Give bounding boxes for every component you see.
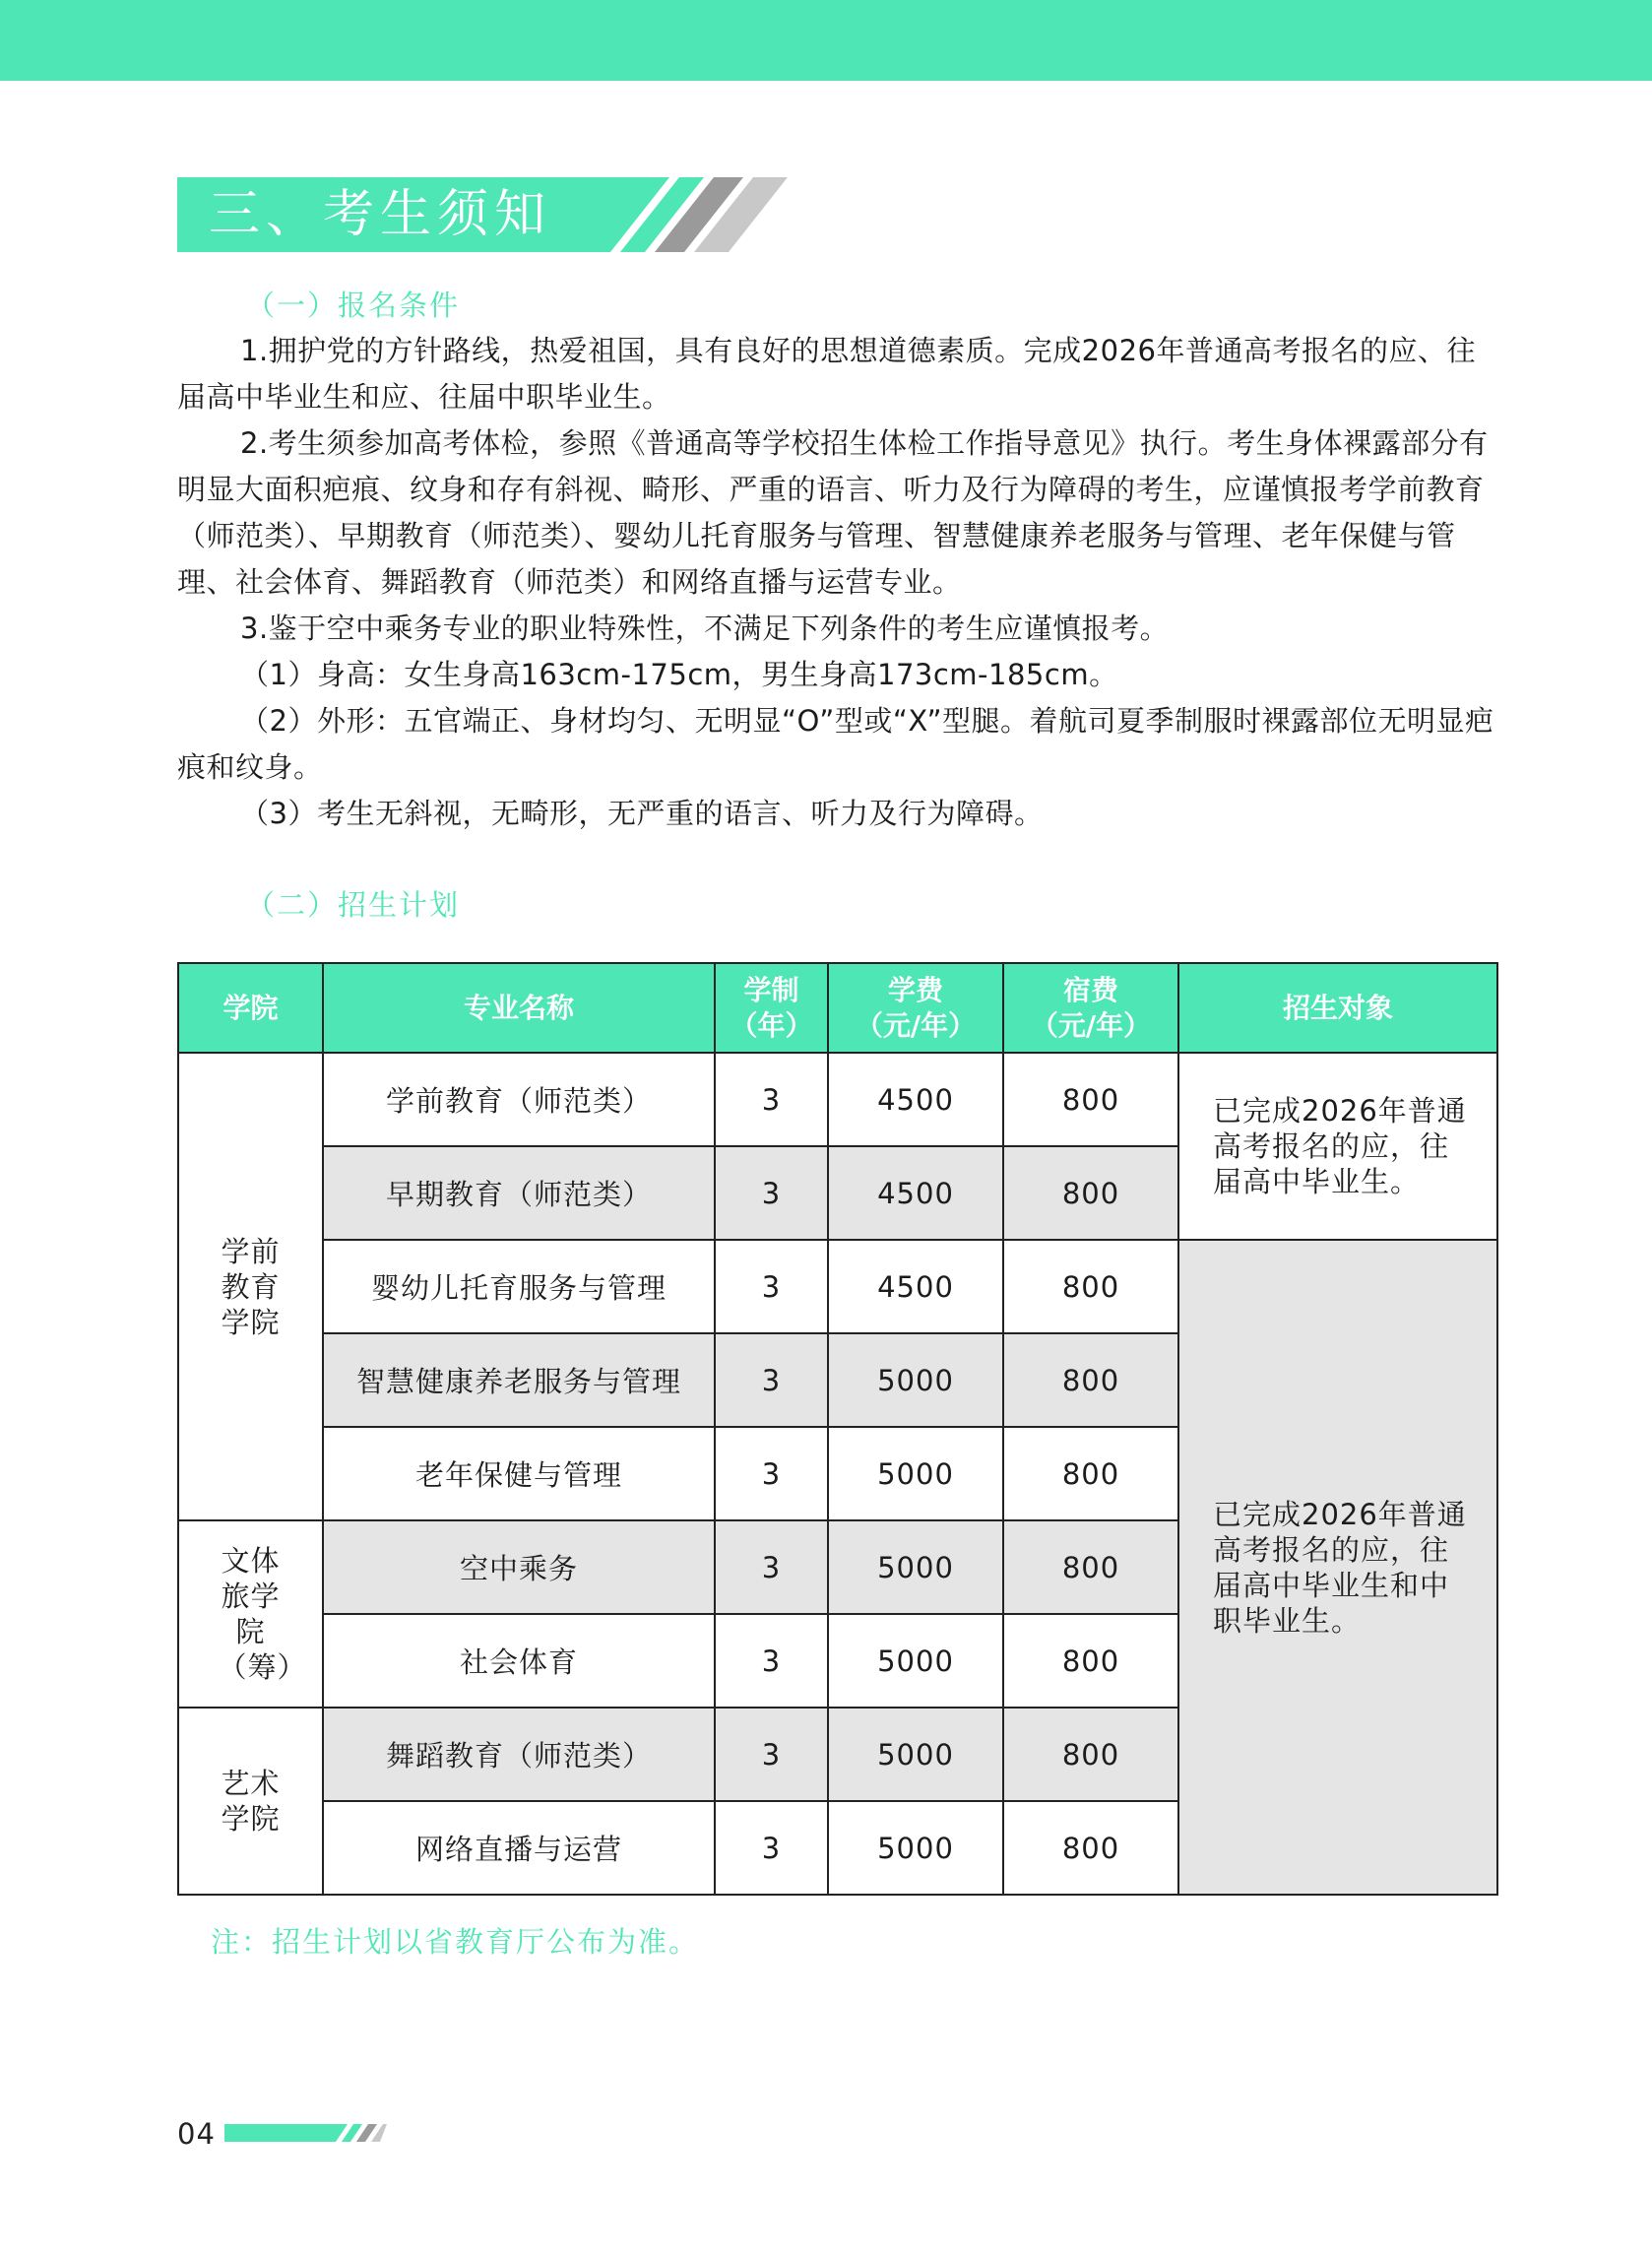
- requirements-heading: （一）报名条件: [246, 289, 461, 322]
- tuition-cell: 4500: [828, 1240, 1003, 1333]
- major-cell: 智慧健康养老服务与管理: [323, 1333, 715, 1427]
- header-target: 招生对象: [1178, 963, 1497, 1053]
- page-number-bar: [224, 2124, 387, 2142]
- table-row: [178, 1240, 1497, 1333]
- tuition-cell: 5000: [828, 1708, 1003, 1801]
- requirement-item: 3.鉴于空中乘务专业的职业特殊性，不满足下列条件的考生应谨慎报考。: [240, 612, 1170, 645]
- tuition-cell: 5000: [828, 1520, 1003, 1614]
- years-cell: 3: [715, 1240, 828, 1333]
- dorm-cell: 800: [1003, 1427, 1178, 1520]
- requirement-item: 2.考生须参加高考体检，参照《普通高等学校招生体检工作指导意见》执行。考生身体裸露部分有明显大面积疤痕、纹身和存有斜视、畸形、严重的语言、听力及行为障碍的考生，应谨慎报考学前教育（师范类）、早期教育（师范类）、婴幼儿托育服务与管理、智慧健康养老服务与管理、老年保健与管理、社会体育、舞蹈教育（师范类）和网络直播与运营专业。: [177, 426, 1489, 599]
- dorm-cell: 800: [1003, 1708, 1178, 1801]
- years-cell: 3: [715, 1427, 828, 1520]
- major-cell: 空中乘务: [323, 1520, 715, 1614]
- major-cell: 社会体育: [323, 1614, 715, 1708]
- major-cell: 舞蹈教育（师范类）: [323, 1708, 715, 1801]
- target-cell: 已完成2026年普通高考报名的应，往届高中毕业生和中职毕业生。: [1178, 1240, 1497, 1895]
- years-cell: 3: [715, 1520, 828, 1614]
- years-cell: 3: [715, 1333, 828, 1427]
- tuition-cell: 5000: [828, 1614, 1003, 1708]
- years-cell: 3: [715, 1053, 828, 1146]
- dorm-cell: 800: [1003, 1614, 1178, 1708]
- school-cell: 艺术学院: [178, 1708, 323, 1895]
- header-major: 专业名称: [323, 963, 715, 1053]
- target-cell: 已完成2026年普通高考报名的应，往届高中毕业生。: [1178, 1053, 1497, 1240]
- requirement-item: 1.拥护党的方针路线，热爱祖国，具有良好的思想道德素质。完成2026年普通高考报名的应、往届高中毕业生和应、往届中职毕业生。: [177, 334, 1476, 414]
- dorm-cell: 800: [1003, 1146, 1178, 1240]
- major-cell: 学前教育（师范类）: [323, 1053, 715, 1146]
- table-row: [178, 1053, 1497, 1146]
- tuition-cell: 5000: [828, 1801, 1003, 1895]
- plan-note: 注：招生计划以省教育厅公布为准。: [211, 1925, 700, 1959]
- tuition-cell: 5000: [828, 1333, 1003, 1427]
- enrollment-plan-table: [177, 962, 1498, 1896]
- plan-heading: （二）招生计划: [246, 888, 461, 922]
- major-cell: 婴幼儿托育服务与管理: [323, 1240, 715, 1333]
- tuition-cell: 4500: [828, 1146, 1003, 1240]
- major-cell: 网络直播与运营: [323, 1801, 715, 1895]
- major-cell: 老年保健与管理: [323, 1427, 715, 1520]
- dorm-cell: 800: [1003, 1053, 1178, 1146]
- dorm-cell: 800: [1003, 1520, 1178, 1614]
- top-color-band: [0, 0, 1652, 81]
- requirements-body: [177, 328, 1496, 837]
- table-header-row: [178, 963, 1497, 1053]
- dorm-cell: 800: [1003, 1333, 1178, 1427]
- requirement-item: （3）考生无斜视，无畸形，无严重的语言、听力及行为障碍。: [240, 797, 1044, 830]
- years-cell: 3: [715, 1801, 828, 1895]
- tuition-cell: 5000: [828, 1427, 1003, 1520]
- requirement-item: （2）外形：五官端正、身材均匀、无明显“O”型或“X”型腿。着航司夏季制服时裸露部位无明显疤痕和纹身。: [177, 704, 1494, 784]
- page-number: 04: [177, 2117, 216, 2151]
- dorm-cell: 800: [1003, 1240, 1178, 1333]
- header-school: 学院: [178, 963, 323, 1053]
- years-cell: 3: [715, 1708, 828, 1801]
- years-cell: 3: [715, 1614, 828, 1708]
- header-dorm: 宿费 （元/年）: [1003, 963, 1178, 1053]
- school-cell: 学前教育学院: [178, 1053, 323, 1520]
- years-cell: 3: [715, 1146, 828, 1240]
- requirement-item: （1）身高：女生身高163cm-175cm，男生身高173cm-185cm。: [240, 658, 1118, 691]
- tuition-cell: 4500: [828, 1053, 1003, 1146]
- section-title: 三、考生须知: [209, 185, 552, 244]
- header-tuition: 学费 （元/年）: [828, 963, 1003, 1053]
- header-years: 学制 （年）: [715, 963, 828, 1053]
- major-cell: 早期教育（师范类）: [323, 1146, 715, 1240]
- school-cell: 文体旅学院（筹）: [178, 1520, 323, 1708]
- section-title-banner: [177, 177, 788, 252]
- dorm-cell: 800: [1003, 1801, 1178, 1895]
